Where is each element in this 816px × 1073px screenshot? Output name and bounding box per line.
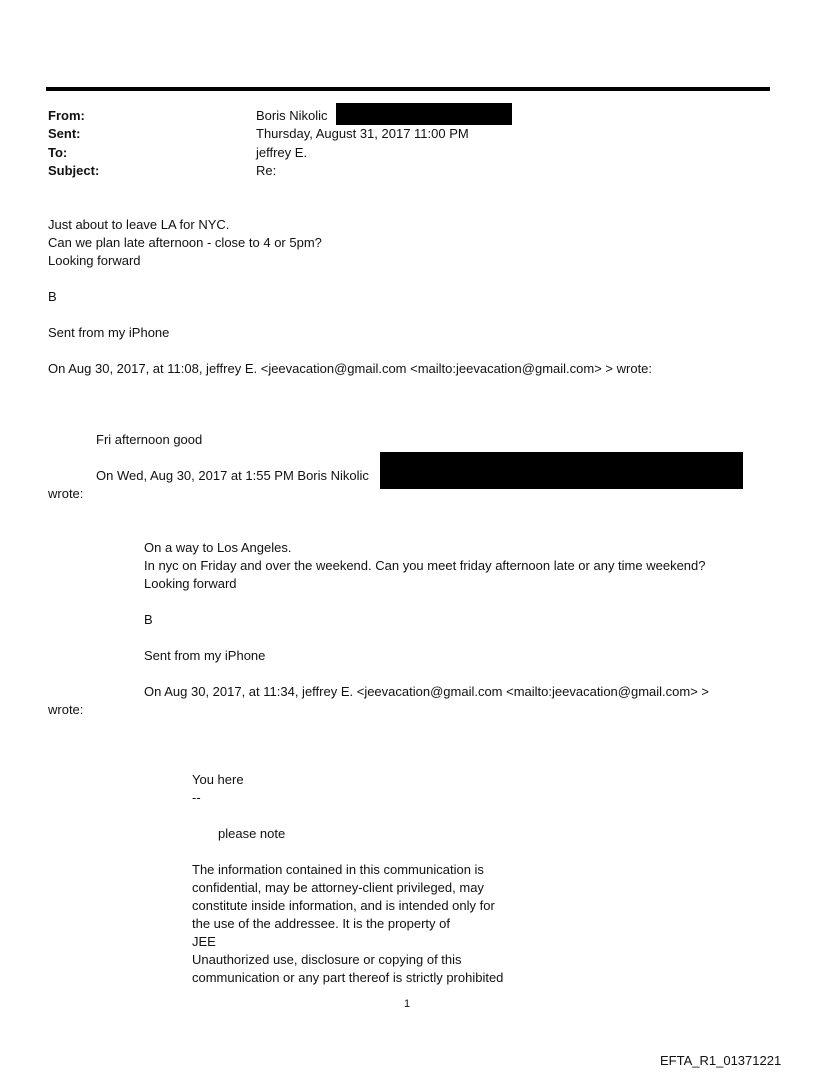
- reply-line: On a way to Los Angeles.: [144, 540, 292, 555]
- disclaimer-line: communication or any part thereof is strictly prohibited: [192, 970, 504, 985]
- redaction-block: [380, 452, 743, 489]
- disclaimer-line: the use of the addressee. It is the property of: [192, 916, 450, 931]
- redaction-block: [336, 103, 512, 125]
- to-value: jeffrey E.: [256, 145, 308, 160]
- quote-wrote: wrote:: [48, 702, 84, 717]
- disclaimer-line: The information contained in this communication is: [192, 862, 484, 877]
- from-value: Boris Nikolic: [256, 108, 328, 123]
- subject-label: Subject:: [48, 163, 100, 178]
- quote-header: On Aug 30, 2017, at 11:08, jeffrey E. <jeevacation@gmail.com <mailto:jeevacation@gmail.com> > wrote:: [48, 361, 653, 376]
- body-line: Can we plan late afternoon - close to 4 or 5pm?: [48, 235, 322, 250]
- sent-label: Sent:: [48, 126, 81, 141]
- page-number: 1: [404, 998, 411, 1010]
- to-label: To:: [48, 145, 68, 160]
- disclaimer-line: JEE: [192, 934, 216, 949]
- reply-text: You here: [192, 772, 244, 787]
- subject-value: Re:: [256, 163, 277, 178]
- reply-signoff: B: [144, 612, 153, 627]
- reply-line: Looking forward: [144, 576, 237, 591]
- sent-value: Thursday, August 31, 2017 11:00 PM: [256, 126, 469, 141]
- disclaimer-line: constitute inside information, and is intended only for: [192, 898, 495, 913]
- body-line: Looking forward: [48, 253, 141, 268]
- quote-wrote: wrote:: [48, 486, 84, 501]
- document-id: EFTA_R1_01371221: [660, 1053, 782, 1068]
- header-rule: [46, 87, 770, 91]
- signature-dashes: --: [192, 790, 201, 805]
- from-label: From:: [48, 108, 85, 123]
- quote-header: On Aug 30, 2017, at 11:34, jeffrey E. <jeevacation@gmail.com <mailto:jeevacation@gmail.com> >: [144, 684, 710, 699]
- please-note: please note: [218, 826, 286, 841]
- reply-line: In nyc on Friday and over the weekend. Can you meet friday afternoon late or any time weekend?: [144, 558, 706, 573]
- body-signoff: B: [48, 289, 57, 304]
- reply-text: Fri afternoon good: [96, 432, 203, 447]
- quote-header: On Wed, Aug 30, 2017 at 1:55 PM Boris Nikolic: [96, 468, 369, 483]
- disclaimer-line: confidential, may be attorney-client privileged, may: [192, 880, 484, 895]
- body-line: Just about to leave LA for NYC.: [48, 217, 230, 232]
- body-sent-from: Sent from my iPhone: [48, 325, 170, 340]
- reply-sent-from: Sent from my iPhone: [144, 648, 266, 663]
- disclaimer-line: Unauthorized use, disclosure or copying of this: [192, 952, 462, 967]
